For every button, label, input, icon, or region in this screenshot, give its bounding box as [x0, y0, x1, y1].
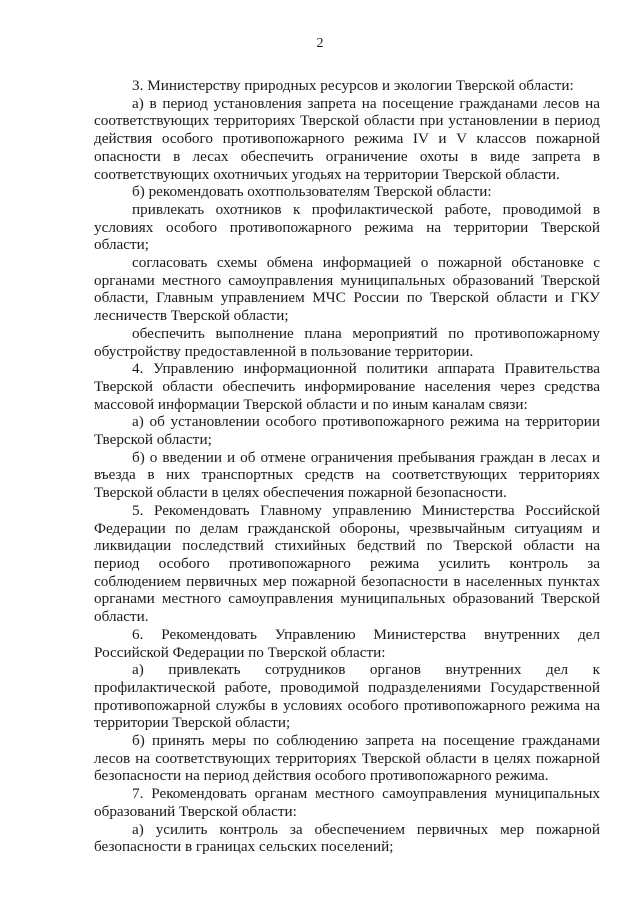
text-line: а) в период установления запрета на посещение гражданами лесов на	[132, 94, 600, 112]
text-line: а) привлекать сотрудников органов внутренних дел к	[132, 661, 600, 679]
text-line: органами местного самоуправления муниципальных образований Тверской	[94, 271, 600, 289]
text-line: условиях особого противопожарного режима на территории Тверской	[94, 218, 600, 236]
text-line: а) усилить контроль за обеспечением первичных мер пожарной	[132, 820, 600, 838]
text-line: согласовать схемы обмена информацией о пожарной обстановке с	[132, 254, 600, 272]
text-line: области;	[94, 236, 149, 254]
text-line: лесничеств Тверской области;	[94, 307, 289, 325]
text-line: действия особого противопожарного режима IV и V классов пожарной	[94, 130, 600, 148]
text-line: Федерации по делам гражданской обороны, чрезвычайным ситуациям и	[94, 519, 600, 537]
text-line: б) рекомендовать охотпользователям Тверской области:	[132, 183, 492, 201]
text-line: период особого противопожарного режима усилить контроль за	[94, 554, 600, 572]
text-line: органами местного самоуправления муниципальных образований Тверской	[94, 590, 600, 608]
text-line: 7. Рекомендовать органам местного самоуправления муниципальных	[132, 785, 600, 803]
text-line: 4. Управлению информационной политики аппарата Правительства	[132, 360, 600, 378]
text-line: лесов на соответствующих территориях Тверской области в целях пожарной	[94, 749, 600, 767]
page-number: 2	[316, 36, 324, 51]
text-line: соблюдением первичных мер пожарной безопасности в населенных пунктах	[94, 572, 600, 590]
text-line: профилактической работе, проводимой подразделениями Государственной	[94, 678, 600, 696]
text-line: безопасности на период действия особого противопожарного режима.	[94, 767, 549, 785]
text-line: соответствующих территориях Тверской области при установлении в период	[94, 112, 600, 130]
text-line: образований Тверской области:	[94, 802, 297, 820]
text-line: 6. Рекомендовать Управлению Министерства внутренних дел	[132, 625, 600, 643]
text-line: Тверской области;	[94, 431, 212, 449]
text-line: а) об установлении особого противопожарного режима на территории	[132, 413, 600, 431]
text-line: ликвидации последствий стихийных бедствий по Тверской области на	[94, 537, 600, 555]
text-line: Российской Федерации по Тверской области:	[94, 643, 386, 661]
text-line: б) принять меры по соблюдению запрета на посещение гражданами	[132, 732, 600, 750]
text-line: привлекать охотников к профилактической работе, проводимой в	[132, 200, 600, 218]
text-line: б) о введении и об отмене ограничения пребывания граждан в лесах и	[132, 448, 600, 466]
text-line: области.	[94, 608, 149, 626]
text-line: обеспечить выполнение плана мероприятий по противопожарному	[132, 324, 600, 342]
text-line: опасности в лесах обеспечить ограничение охоты в виде запрета в	[94, 147, 600, 165]
text-line: въезда в них транспортных средств на соответствующих территориях	[94, 466, 600, 484]
text-line: обустройству предоставленной в пользование территории.	[94, 342, 474, 360]
text-line: территории Тверской области;	[94, 714, 291, 732]
text-line: Тверской области в целях обеспечения пожарной безопасности.	[94, 484, 507, 502]
text-line: области, Главным управлением МЧС России по Тверской области и ГКУ	[94, 289, 600, 307]
document-body	[94, 77, 600, 856]
text-line: массовой информации Тверской области и по иным каналам связи:	[94, 395, 528, 413]
text-line: 5. Рекомендовать Главному управлению Министерства Российской	[132, 501, 600, 519]
text-line: 3. Министерству природных ресурсов и экологии Тверской области:	[132, 77, 574, 94]
text-line: соответствующих охотничьих угодьях на территории Тверской области.	[94, 165, 560, 183]
text-line: Тверской области обеспечить информирование населения через средства	[94, 377, 600, 395]
text-line: безопасности в границах сельских поселений;	[94, 838, 394, 856]
text-line: противопожарной службы в условиях особого противопожарного режима на	[94, 696, 600, 714]
